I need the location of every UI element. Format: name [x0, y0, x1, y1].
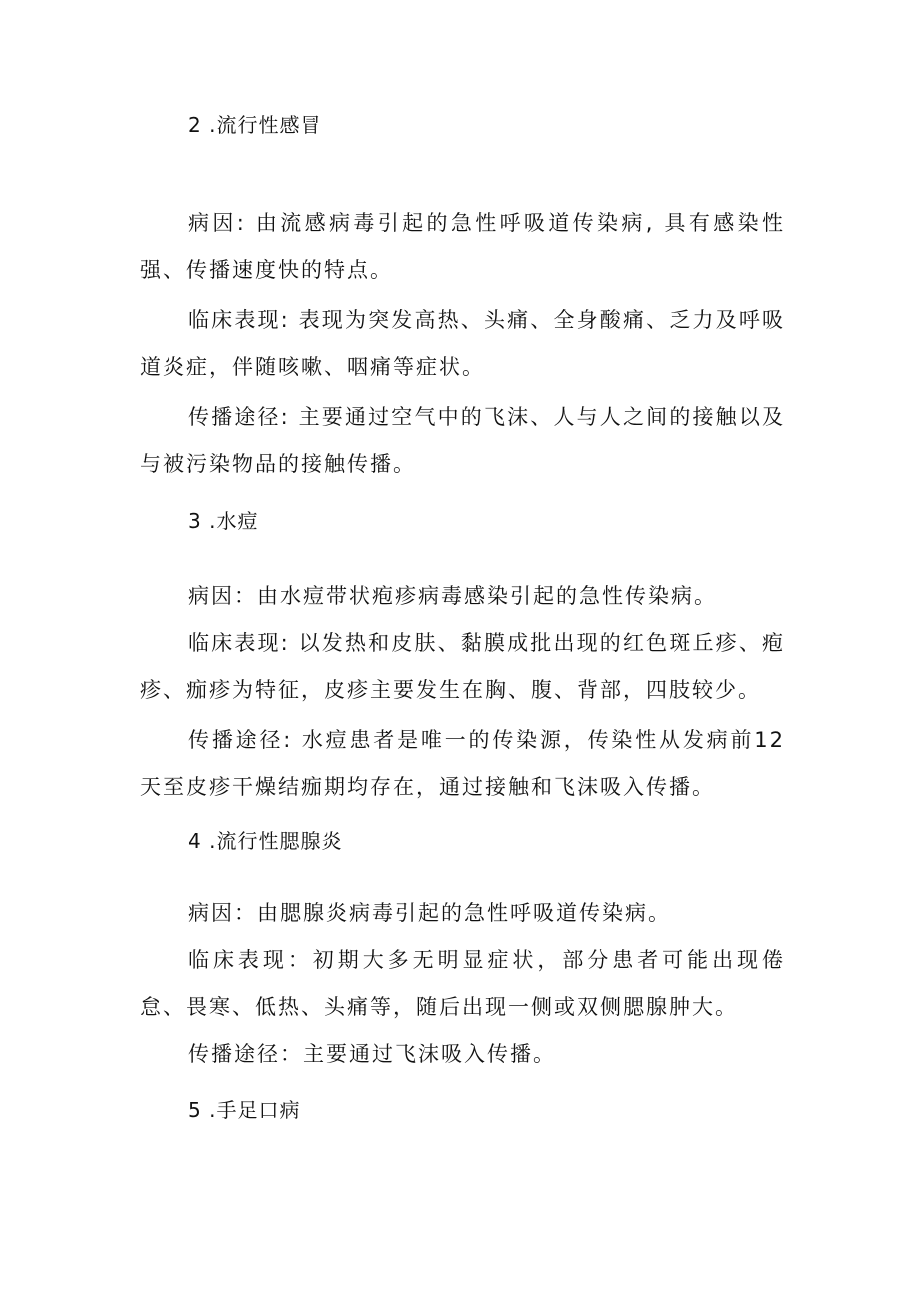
chickenpox-clinical-paragraph: 临床表现: 以发热和皮肤、黏膜成批出现的红色斑丘疹、疱疹、痂疹为特征，皮疹主要发生在胸、腹、背部，四肢较少。 — [140, 631, 785, 702]
section-heading-influenza: 2 .流行性感冒 — [188, 113, 322, 137]
section-heading-chickenpox: 3 .水痘 — [188, 509, 259, 533]
mumps-cause-paragraph: 病因：由腮腺炎病毒引起的急性呼吸道传染病。 — [188, 901, 671, 925]
mumps-transmission-paragraph: 传播途径：主要通过飞沫吸入传播。 — [188, 1042, 556, 1066]
chickenpox-cause-paragraph: 病因：由水痘带状疱疹病毒感染引起的急性传染病。 — [188, 584, 717, 608]
influenza-transmission-paragraph: 传播途径: 主要通过空气中的飞沫、人与人之间的接触以及与被污染物品的接触传播。 — [140, 405, 785, 476]
section-heading-mumps: 4 .流行性腮腺炎 — [188, 829, 343, 853]
influenza-cause-paragraph: 病因: 由流感病毒引起的急性呼吸道传染病, 具有感染性强、传播速度快的特点。 — [140, 211, 785, 282]
chickenpox-transmission-paragraph: 传播途径: 水痘患者是唯一的传染源，传染性从发病前12天至皮疹干燥结痂期均存在，通过接触和飞沫吸入传播。 — [140, 728, 785, 799]
mumps-clinical-paragraph: 临床表现：初期大多无明显症状，部分患者可能出现倦怠、畏寒、低热、头痛等，随后出现一侧或双侧腮腺肿大。 — [140, 948, 785, 1019]
section-heading-hfmd: 5 .手足口病 — [188, 1098, 301, 1122]
influenza-clinical-paragraph: 临床表现: 表现为突发高热、头痛、全身酸痛、乏力及呼吸道炎症，伴随咳嗽、咽痛等症状。 — [140, 308, 785, 379]
